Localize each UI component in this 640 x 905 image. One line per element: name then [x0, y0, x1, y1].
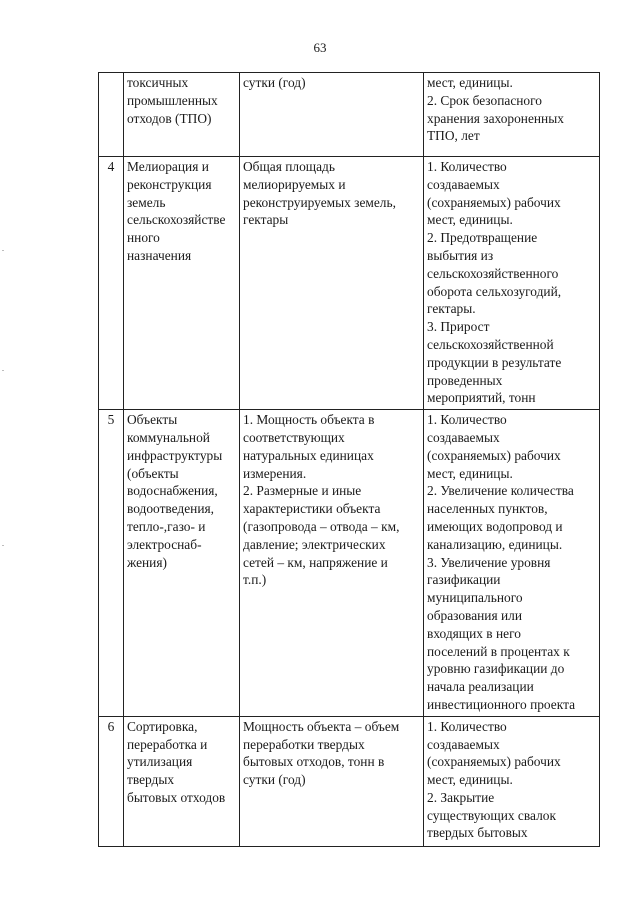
effect-cell — [424, 157, 600, 410]
object-type-cell — [124, 410, 240, 717]
cell-text-line: мест, единицы. — [427, 212, 513, 228]
cell-text-line: сельскохозяйственной — [427, 336, 554, 352]
cell-text-line: отходов (ТПО) — [127, 110, 212, 126]
cell-text-line: водоотведения, — [127, 501, 215, 517]
cell-text-line: гектары. — [427, 301, 476, 317]
cell-text-line: Сортировка, — [127, 718, 198, 734]
cell-text-line: выбытия из — [427, 247, 494, 263]
margin-mark — [2, 370, 4, 371]
cell-text-line: коммунальной — [127, 429, 210, 445]
cell-text-line: продукции в результате — [427, 354, 562, 370]
effect-cell — [424, 716, 600, 846]
object-type-cell — [124, 716, 240, 846]
row-number-cell: 4 — [99, 157, 124, 410]
cell-text-line: (сохраняемых) рабочих — [427, 194, 561, 210]
cell-text-line: сельскохозяйственного — [427, 265, 559, 281]
cell-text-line: электроснаб- — [127, 536, 202, 552]
row-number-cell: 5 — [99, 410, 124, 717]
cell-text-line: 3. Прирост — [427, 319, 490, 335]
capacity-cell — [240, 410, 424, 717]
object-type-cell — [124, 73, 240, 157]
effect-cell — [424, 410, 600, 717]
cell-text-line: промышленных — [127, 92, 218, 108]
cell-text-line: инфраструктуры — [127, 447, 223, 463]
cell-text-line: канализацию, единицы. — [427, 536, 563, 552]
cell-text-line: создаваемых — [427, 736, 500, 752]
cell-text-line: соответствующих — [243, 429, 345, 445]
effect-cell — [424, 73, 600, 157]
row-number-cell — [99, 73, 124, 157]
cell-text-line: 1. Количество — [427, 718, 507, 734]
cell-text-line: 1. Мощность объекта в — [243, 412, 375, 428]
cell-text-line: гектары — [243, 212, 289, 228]
capacity-cell — [240, 157, 424, 410]
cell-text-line: сетей – км, напряжение и — [243, 554, 388, 570]
cell-text-line: мест, единицы. — [427, 465, 513, 481]
cell-text-line: реконструируемых земель, — [243, 194, 396, 210]
cell-text-line: (объекты — [127, 465, 179, 481]
cell-text-line: переработки твердых — [243, 736, 365, 752]
cell-text-line: характеристики объекта — [243, 501, 381, 517]
cell-text-line: начала реализации — [427, 679, 534, 695]
investment-criteria-table — [98, 72, 600, 847]
cell-text-line: хранения захороненных — [427, 110, 564, 126]
cell-text-line: бытовых отходов, тонн в — [243, 754, 385, 770]
cell-text-line: измерения. — [243, 465, 307, 481]
cell-text-line: мест, единицы. — [427, 772, 513, 788]
capacity-cell — [240, 73, 424, 157]
cell-text-line: водоснабжения, — [127, 483, 218, 499]
cell-text-line: токсичных — [127, 75, 189, 90]
page-number: 63 — [313, 40, 327, 55]
cell-text-line: мероприятий, тонн — [427, 390, 536, 406]
cell-text-line: бытовых отходов — [127, 789, 226, 805]
cell-text-line: мелиорируемых и — [243, 176, 346, 192]
cell-text-line: газификации — [427, 572, 501, 588]
cell-text-line: Мощность объекта – объем — [243, 718, 400, 734]
cell-text-line: 2. Увеличение количества — [427, 483, 574, 499]
table-row — [99, 73, 600, 157]
cell-text-line: 1. Количество — [427, 412, 507, 428]
cell-text-line: реконструкция — [127, 176, 212, 192]
cell-text-line: твердых — [127, 772, 175, 788]
cell-text-line: инвестиционного проекта — [427, 696, 576, 712]
cell-text-line: существующих свалок — [427, 807, 556, 823]
cell-text-line: оборота сельхозугодий, — [427, 283, 562, 299]
cell-text-line: 1. Количество — [427, 159, 507, 174]
cell-text-line: (сохраняемых) рабочих — [427, 447, 561, 463]
cell-text-line: (сохраняемых) рабочих — [427, 754, 561, 770]
cell-text-line: 2. Закрытие — [427, 789, 495, 805]
cell-text-line: проведенных — [427, 372, 503, 388]
cell-text-line: ТПО, лет — [427, 128, 480, 144]
margin-mark — [2, 250, 4, 251]
cell-text-line: твердых бытовых — [427, 825, 528, 841]
cell-text-line: создаваемых — [427, 176, 500, 192]
table-row — [99, 716, 600, 846]
cell-text-line: Мелиорация и — [127, 159, 209, 174]
cell-text-line: натуральных единицах — [243, 447, 374, 463]
margin-mark — [2, 545, 4, 546]
cell-text-line: т.п.) — [243, 572, 267, 588]
cell-text-line: уровню газификации до — [427, 661, 565, 677]
cell-text-line: нного — [127, 230, 160, 246]
cell-text-line: утилизация — [127, 754, 193, 770]
cell-text-line: 2. Размерные и иные — [243, 483, 362, 499]
cell-text-line: Общая площадь — [243, 159, 335, 174]
table-body — [99, 73, 600, 847]
object-type-cell — [124, 157, 240, 410]
cell-text-line: входящих в него — [427, 625, 521, 641]
cell-text-line: сутки (год) — [243, 772, 306, 788]
cell-text-line: сутки (год) — [243, 75, 306, 90]
cell-text-line: сельскохозяйстве — [127, 212, 226, 228]
cell-text-line: муниципального — [427, 590, 523, 606]
cell-text-line: поселений в процентах к — [427, 643, 570, 659]
cell-text-line: 2. Срок безопасного — [427, 92, 542, 108]
cell-text-line: тепло-,газо- и — [127, 518, 206, 534]
cell-text-line: земель — [127, 194, 166, 210]
cell-text-line: Объекты — [127, 412, 178, 428]
cell-text-line: 2. Предотвращение — [427, 230, 538, 246]
table-row — [99, 410, 600, 717]
cell-text-line: образования или — [427, 607, 522, 623]
capacity-cell — [240, 716, 424, 846]
table-row — [99, 157, 600, 410]
cell-text-line: переработка и — [127, 736, 208, 752]
cell-text-line: 3. Увеличение уровня — [427, 554, 551, 570]
cell-text-line: давление; электрических — [243, 536, 386, 552]
cell-text-line: мест, единицы. — [427, 75, 513, 90]
cell-text-line: (газопровода – отвода – км, — [243, 518, 400, 534]
cell-text-line: населенных пунктов, — [427, 501, 548, 517]
cell-text-line: создаваемых — [427, 429, 500, 445]
cell-text-line: имеющих водопровод и — [427, 518, 563, 534]
row-number-cell: 6 — [99, 716, 124, 846]
cell-text-line: назначения — [127, 247, 192, 263]
cell-text-line: жения) — [127, 554, 167, 570]
